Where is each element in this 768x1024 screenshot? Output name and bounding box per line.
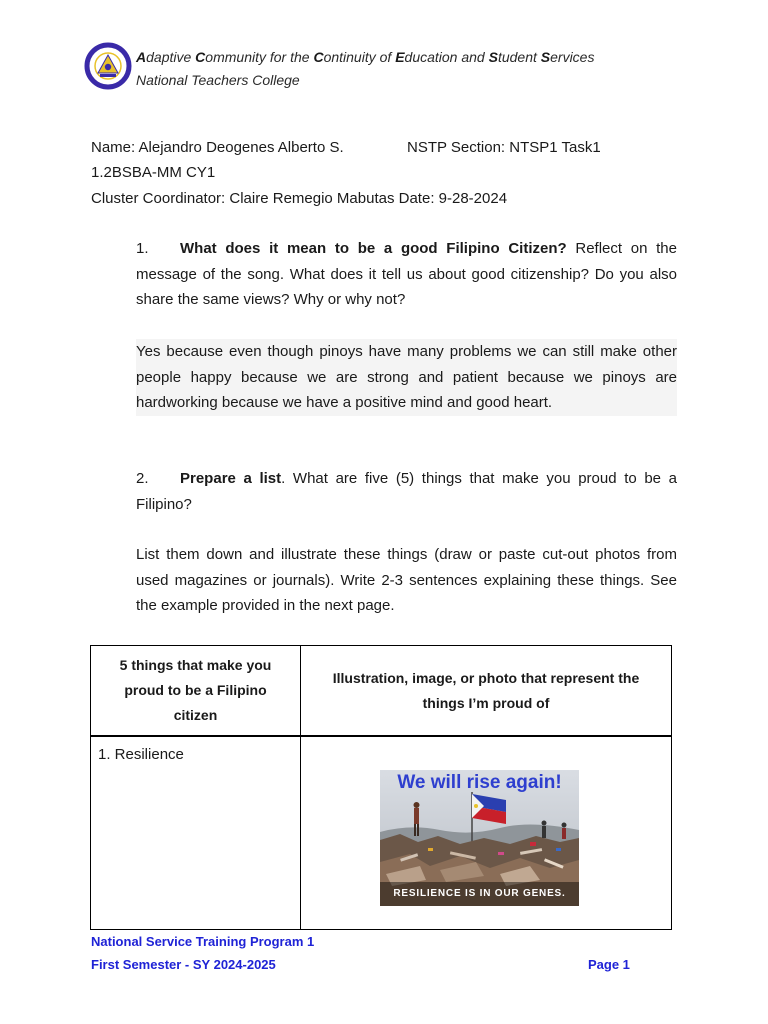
question-2-title: Prepare a list [180, 470, 282, 487]
footer-program: National Service Training Program 1 [91, 934, 315, 949]
illustration-cell [301, 736, 672, 930]
college-name: National Teachers College [136, 72, 300, 88]
college-seal-logo [84, 42, 132, 90]
organization-name: Adaptive Community for the Continuity of Education and Student Services [136, 49, 595, 65]
question-1 [136, 236, 677, 313]
answer-1: Yes because even though pinoys have many problems we can still make other people happy because we are strong and patient because we pinoys are hardworking because we have a positive mind and good heart. [136, 339, 677, 416]
resilience-photo [380, 770, 579, 906]
question-2-text: . What are five (5) things that make you proud to be a Filipino? [136, 470, 677, 513]
student-name: Name: Alejandro Deogenes Alberto S. [91, 139, 344, 156]
table-header-illustration: Illustration, image, or photo that represent the things I’m proud of [301, 646, 672, 737]
table-row [91, 736, 672, 930]
photo-headline: We will rise again! [397, 772, 562, 793]
nstp-section: NSTP Section: NTSP1 Task1 [407, 139, 601, 156]
page-number: Page 1 [588, 957, 630, 972]
course-section: 1.2BSBA-MM CY1 [91, 164, 216, 181]
footer-semester: First Semester - SY 2024-2025 [91, 957, 276, 972]
question-2 [136, 466, 677, 517]
table-header-things: 5 things that make you proud to be a Filipino citizen [91, 646, 301, 737]
question-number: 1. [136, 240, 149, 257]
question-1-text: Reflect on the message of the song. What does it tell us about good citizenship? Do you also share the same views? Why or why not? [136, 240, 677, 309]
coordinator-and-date: Cluster Coordinator: Claire Remegio Mabutas Date: 9-28-2024 [91, 190, 508, 207]
row-label: 1. Resilience [91, 736, 301, 930]
photo-caption: RESILIENCE IS IN OUR GENES. [393, 888, 566, 899]
question-number: 2. [136, 470, 149, 487]
instructions: List them down and illustrate these things (draw or paste cut-out photos from used magazines or journals). Write 2-3 sentences explaining these things. See the example provided in the next page. [136, 546, 677, 615]
question-1-title: What does it mean to be a good Filipino Citizen? [180, 240, 567, 257]
proud-things-table [90, 645, 672, 930]
